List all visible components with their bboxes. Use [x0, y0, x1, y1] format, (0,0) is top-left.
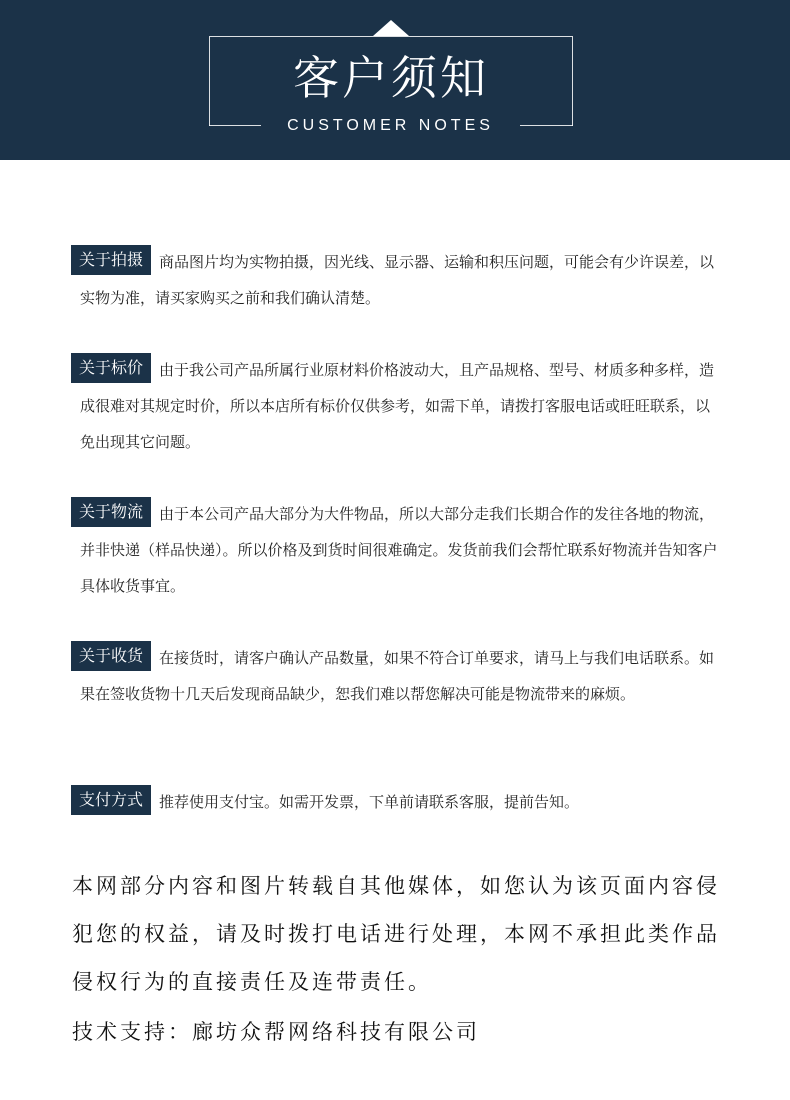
section-tag: 关于物流 — [71, 497, 151, 527]
section-text: 由于我公司产品所属行业原材料价格波动大，且产品规格、型号、材质多种多样，造成很难对其规定时价，所以本店所有标价仅供参考，如需下单，请拨打客服电话或旺旺联系，以免出现其它问题。 — [80, 361, 715, 451]
section-tag: 关于收货 — [71, 641, 151, 671]
frame-line-right — [520, 125, 573, 126]
section-text: 由于本公司产品大部分为大件物品，所以大部分走我们长期合作的发往各地的物流，并非快递（样品快递）。所以价格及到货时间很难确定。发货前我们会帮忙联系好物流并告知客户具体收货事宜。 — [80, 505, 718, 595]
section-pricing — [80, 352, 720, 460]
page-subtitle: CUSTOMER NOTES — [287, 117, 494, 134]
section-text: 推荐使用支付宝。如需开发票，下单前请联系客服，提前告知。 — [159, 793, 580, 811]
section-tag: 支付方式 — [71, 785, 151, 815]
technical-support: 技术支持：廊坊众帮网络科技有限公司 — [72, 1020, 480, 1044]
header-banner — [0, 0, 790, 160]
section-text: 商品图片均为实物拍摄，因光线、显示器、运输和积压问题，可能会有少许误差，以实物为准，请买家购买之前和我们确认清楚。 — [80, 253, 715, 307]
triangle-ornament — [373, 20, 409, 36]
section-text: 在接货时，请客户确认产品数量，如果不符合订单要求，请马上与我们电话联系。如果在签收货物十几天后发现商品缺少，恕我们难以帮您解决可能是物流带来的麻烦。 — [80, 649, 715, 703]
section-photography — [80, 244, 720, 316]
section-tag: 关于拍摄 — [71, 245, 151, 275]
frame-line-left — [209, 125, 261, 126]
section-tag: 关于标价 — [71, 353, 151, 383]
section-payment — [80, 784, 720, 820]
page-title: 客户须知 — [293, 51, 489, 105]
copyright-notice: 本网部分内容和图片转载自其他媒体，如您认为该页面内容侵犯您的权益，请及时拨打电话进行处理，本网不承担此类作品侵权行为的直接责任及连带责任。 — [72, 874, 720, 994]
section-logistics — [80, 496, 720, 604]
section-receiving — [80, 640, 720, 712]
